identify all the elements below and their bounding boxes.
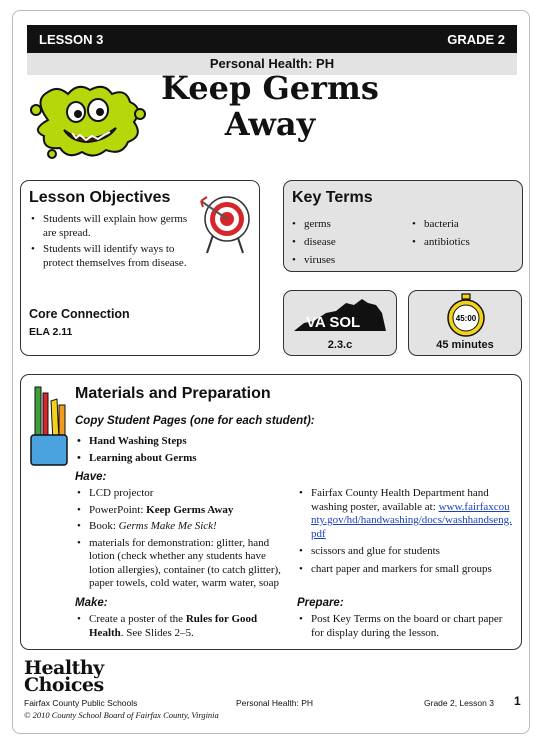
list-item: • Students will explain how germs are spread. (29, 213, 189, 240)
stopwatch-display: 45:00 (455, 314, 477, 323)
footer-lesson: Grade 2, Lesson 3 (424, 698, 494, 708)
list-item: • Create a poster of the Rules for Good Health. See Slides 2–5. (75, 613, 275, 640)
list-item: • bacteria (410, 215, 520, 233)
core-connection-value: ELA 2.11 (29, 326, 73, 338)
key-terms-col2 (410, 215, 520, 251)
list-item: • LCD projector (75, 487, 293, 501)
core-connection-heading: Core Connection (29, 307, 130, 321)
have-list-left (75, 487, 293, 591)
healthy-choices-logo: Healthy Choices (24, 657, 104, 696)
grade-level: GRADE 2 (447, 31, 505, 47)
key-terms-col1 (290, 215, 400, 269)
materials-heading: Materials and Preparation (75, 385, 271, 402)
make-heading: Make: (75, 597, 108, 609)
list-item: • Book: Germs Make Me Sick! (75, 520, 293, 534)
target-icon (199, 189, 255, 255)
pencil-cup-icon (27, 381, 71, 467)
list-item: • PowerPoint: Keep Germs Away (75, 504, 293, 518)
have-heading: Have: (75, 471, 107, 483)
key-terms-heading: Key Terms (292, 189, 373, 206)
list-item: • antibiotics (410, 233, 520, 251)
make-list (75, 613, 275, 640)
lesson-banner (27, 25, 517, 53)
list-item: • materials for demonstration: glitter, hand lotion (check whether any students have lotion allergies), container (to catch glitter), paper towels, cold water, warm water, soap (75, 537, 293, 591)
list-item: • Fairfax County Health Department hand washing poster, available at: www.fairfaxcounty.gov/hd/handwashing/docs/washhandseng.pdf (297, 487, 515, 541)
list-item: • Students will identify ways to protect themselves from disease. (29, 243, 189, 270)
virginia-map-icon (292, 297, 388, 333)
page-number: 1 (514, 694, 521, 708)
footer-category: Personal Health: PH (236, 698, 314, 708)
list-item: • Learning about Germs (75, 450, 315, 467)
have-list-right (297, 487, 515, 576)
copy-pages-list (75, 433, 315, 467)
list-item: • Hand Washing Steps (75, 433, 315, 450)
prepare-heading: Prepare: (297, 597, 344, 609)
duration-label: 45 minutes (436, 339, 494, 351)
lesson-number: LESSON 3 (39, 31, 104, 47)
sol-box (283, 290, 397, 356)
lesson-title: Keep Germs Away (161, 69, 379, 143)
materials-box (20, 374, 522, 650)
list-item: • viruses (290, 251, 400, 269)
copyright-text: © 2010 County School Board of Fairfax County, Virginia (24, 710, 219, 720)
category-bar: Personal Health: PH (27, 53, 517, 75)
copy-pages-heading: Copy Student Pages (one for each student): (75, 415, 315, 427)
health-poster-link[interactable]: www.fairfaxcounty.gov/hd/handwashing/docs/washhandseng.pdf (311, 500, 512, 540)
key-terms-box (283, 180, 523, 272)
stopwatch-icon (443, 293, 489, 337)
germ-monster-icon (28, 80, 148, 160)
list-item: • scissors and glue for students (297, 545, 515, 559)
duration-box (408, 290, 522, 356)
list-item: • germs (290, 215, 400, 233)
list-item: • disease (290, 233, 400, 251)
school-name: Fairfax County Public Schools (24, 698, 138, 708)
list-item: • Post Key Terms on the board or chart paper for display during the lesson. (297, 613, 515, 640)
lesson-objectives-box (20, 180, 260, 356)
sol-code: 2.3.c (327, 339, 353, 351)
list-item: • chart paper and markers for small groups (297, 563, 515, 577)
objectives-list (29, 213, 189, 270)
prepare-list (297, 613, 515, 640)
sol-badge-text: VA SOL (306, 314, 361, 331)
objectives-heading: Lesson Objectives (29, 189, 171, 206)
